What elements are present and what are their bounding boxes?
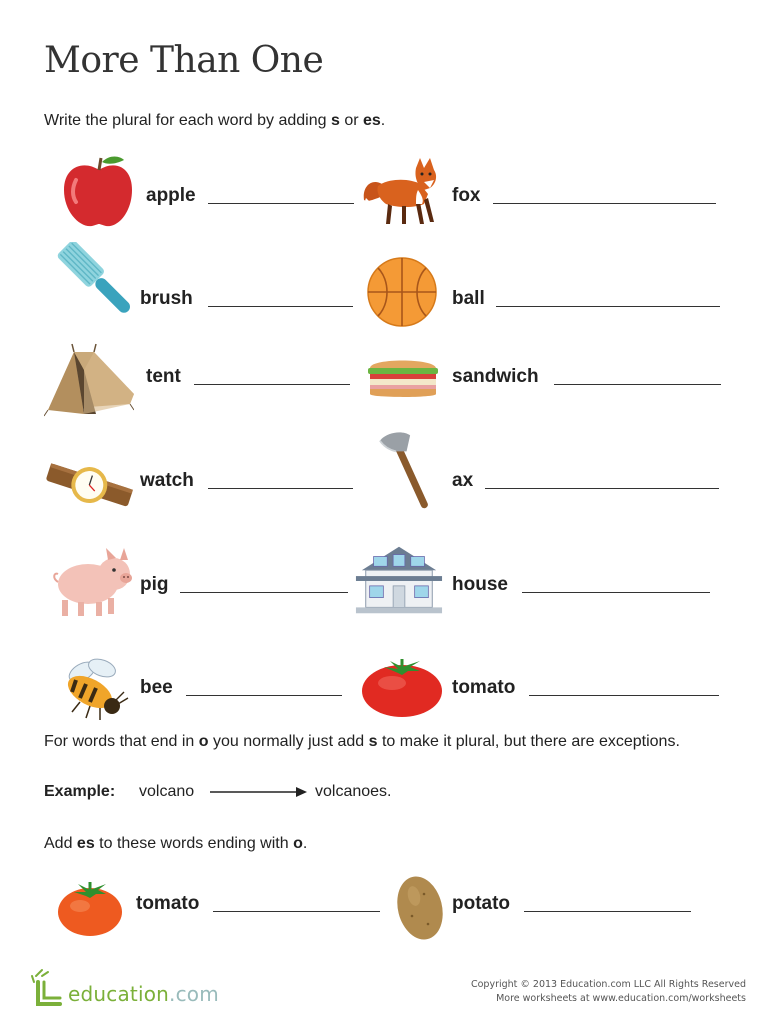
word-ball: ball <box>452 288 485 309</box>
tomato-icon <box>358 648 448 728</box>
answer-line-tent[interactable] <box>194 384 350 385</box>
instructions-es: es <box>363 112 381 129</box>
tent-icon <box>44 340 134 420</box>
word-pig: pig <box>140 574 169 595</box>
word-bee: bee <box>140 677 173 698</box>
pig-icon <box>48 544 138 624</box>
answer-line-fox[interactable] <box>493 203 716 204</box>
instructions-suffix: . <box>380 112 386 129</box>
add-es-instructions <box>44 835 307 853</box>
logo-name: education <box>68 982 170 1006</box>
answer-line-apple[interactable] <box>208 203 354 204</box>
answer-line-brush[interactable] <box>208 306 353 307</box>
instructions-s: s <box>330 112 340 129</box>
copyright-block <box>471 978 746 1006</box>
answer-line-ball[interactable] <box>496 306 720 307</box>
instructions <box>44 112 385 130</box>
answer-line-sandwich[interactable] <box>554 384 721 385</box>
rule-note <box>44 733 680 751</box>
rule-note-suffix: to make it plural, but there are exceptions. <box>377 733 680 750</box>
add-es-prefix: Add <box>44 835 77 852</box>
add-es-middle: to these words ending with <box>94 835 294 852</box>
bee-icon <box>50 650 140 730</box>
add-es-suffix: . <box>302 835 308 852</box>
word-brush: brush <box>140 288 193 309</box>
rule-note-s: s <box>368 733 378 750</box>
arrow-icon <box>210 784 308 800</box>
example-from: volcano <box>139 783 195 800</box>
more-worksheets-link[interactable]: More worksheets at www.education.com/worksheets <box>496 993 746 1004</box>
answer-line-ax[interactable] <box>485 488 719 489</box>
answer-line-potato[interactable] <box>524 911 691 912</box>
word-watch: watch <box>140 470 194 491</box>
word-house: house <box>452 574 508 595</box>
logo-domain: .com <box>169 982 219 1006</box>
comb-icon <box>50 242 140 322</box>
instructions-prefix: Write the plural for each word by adding <box>44 112 331 129</box>
basketball-icon <box>358 252 448 332</box>
sandwich-icon <box>358 338 448 418</box>
axe-icon <box>366 430 456 510</box>
answer-line-watch[interactable] <box>208 488 353 489</box>
word-apple: apple <box>146 185 196 206</box>
answer-line-bee[interactable] <box>186 695 342 696</box>
add-es-es: es <box>76 835 95 852</box>
page-title: More Than One <box>44 40 324 81</box>
instructions-middle: or <box>339 112 363 129</box>
rule-note-o: o <box>198 733 209 750</box>
education-logo-text[interactable] <box>68 982 219 1006</box>
word-tomato: tomato <box>452 677 516 698</box>
rule-note-prefix: For words that end in <box>44 733 199 750</box>
word-potato: potato <box>452 893 511 914</box>
word-fox: fox <box>452 185 481 206</box>
copyright-text: Copyright © 2013 Education.com LLC All Rights Reserved <box>470 979 746 990</box>
answer-line-tomato-2[interactable] <box>213 911 380 912</box>
fox-icon <box>358 150 448 230</box>
example-to: volcanoes. <box>315 783 392 800</box>
word-tent: tent <box>146 366 181 387</box>
answer-line-house[interactable] <box>522 592 710 593</box>
answer-line-pig[interactable] <box>180 592 348 593</box>
watch-icon <box>44 446 134 526</box>
word-sandwich: sandwich <box>452 366 539 387</box>
apple-icon <box>54 152 144 232</box>
example-label: Example: <box>44 783 116 800</box>
word-ax: ax <box>452 470 474 491</box>
potato-icon <box>390 872 450 944</box>
rule-note-middle: you normally just add <box>208 733 369 750</box>
answer-line-tomato[interactable] <box>529 695 719 696</box>
add-es-o: o <box>293 835 303 852</box>
tomato-icon-2 <box>52 876 132 940</box>
house-icon <box>354 540 444 620</box>
word-tomato-2: tomato <box>136 893 200 914</box>
